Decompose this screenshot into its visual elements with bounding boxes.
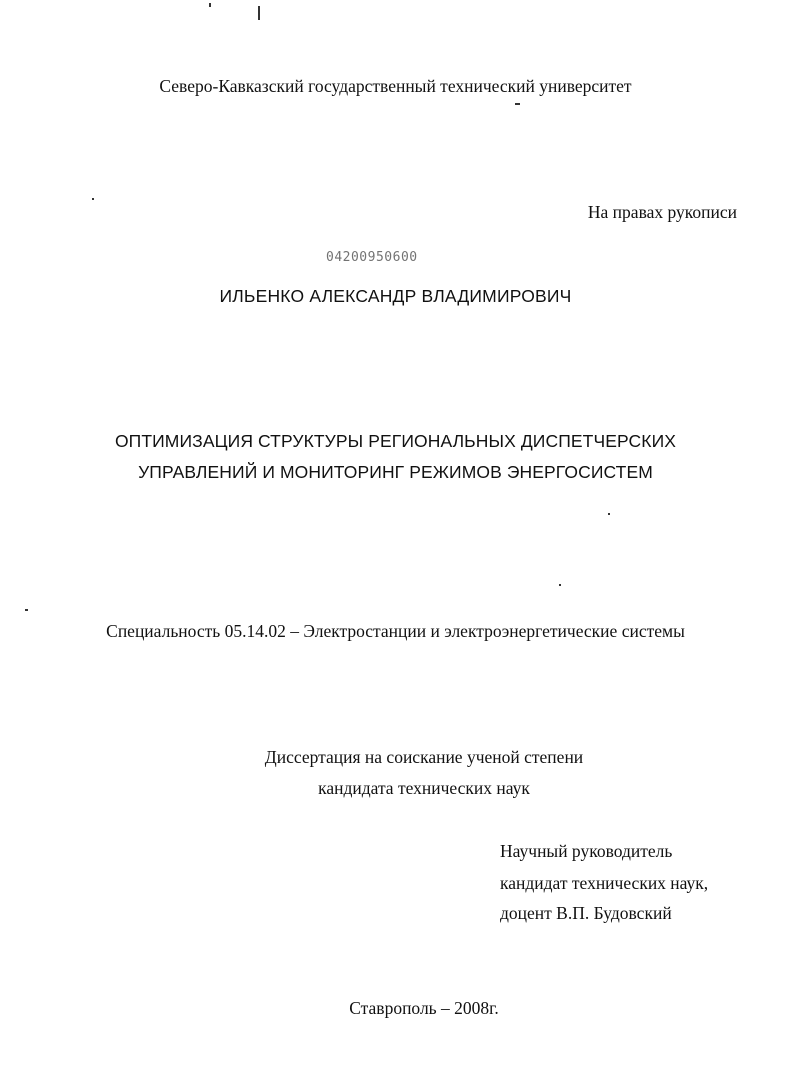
dissertation-title-line-2: УПРАВЛЕНИЙ И МОНИТОРИНГ РЕЖИМОВ ЭНЕРГОСИСТЕМ: [138, 462, 653, 482]
supervisor-degree: кандидат технических наук,: [500, 873, 709, 893]
author-name: ИЛЬЕНКО АЛЕКСАНДР ВЛАДИМИРОВИЧ: [219, 286, 572, 306]
scan-speck: [515, 103, 520, 105]
scan-speck: [559, 584, 561, 586]
scan-speck: [209, 3, 211, 7]
archive-stamp-number: 04200950600: [326, 250, 418, 265]
scan-speck: [25, 609, 28, 611]
city-year: Ставрополь – 2008г.: [349, 998, 499, 1018]
supervisor-name: доцент В.П. Будовский: [500, 903, 672, 923]
degree-line-2: кандидата технических наук: [318, 778, 530, 798]
scan-speck: [92, 198, 94, 200]
manuscript-note: На правах рукописи: [587, 202, 737, 222]
scan-speck: [608, 513, 610, 515]
supervisor-role: Научный руководитель: [500, 841, 673, 861]
specialty: Специальность 05.14.02 – Электростанции и электроэнергетические системы: [106, 621, 685, 641]
scan-speck: [258, 6, 260, 20]
university-name: Северо-Кавказский государственный технический университет: [159, 76, 632, 96]
degree-line-1: Диссертация на соискание ученой степени: [264, 747, 584, 767]
dissertation-title-line-1: ОПТИМИЗАЦИЯ СТРУКТУРЫ РЕГИОНАЛЬНЫХ ДИСПЕТЧЕРСКИХ: [114, 431, 677, 451]
